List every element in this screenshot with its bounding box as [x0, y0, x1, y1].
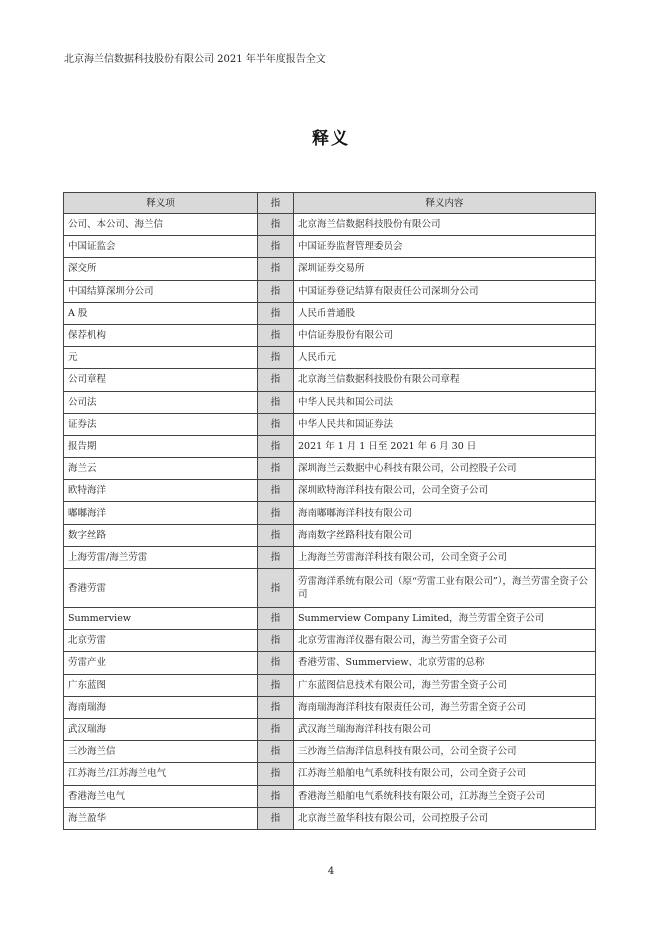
term-cell: 广东蓝图	[64, 674, 258, 696]
term-cell: 欧特海洋	[64, 480, 258, 502]
definitions-table	[63, 192, 596, 830]
meaning-cell: 三沙海兰信海洋信息科技有限公司，公司全资子公司	[294, 741, 596, 763]
term-cell: Summerview	[64, 608, 258, 630]
ref-cell: 指	[258, 741, 294, 763]
term-cell: 北京劳雷	[64, 630, 258, 652]
meaning-cell: 海南嘟嘟海洋科技有限公司	[294, 502, 596, 524]
term-cell: 江苏海兰/江苏海兰电气	[64, 763, 258, 785]
term-cell: 中国证监会	[64, 236, 258, 258]
ref-cell: 指	[258, 347, 294, 369]
term-cell: 深交所	[64, 258, 258, 280]
ref-cell: 指	[258, 696, 294, 718]
meaning-cell: 香港海兰船舶电气系统科技有限公司，江苏海兰全资子公司	[294, 785, 596, 807]
table-row	[64, 630, 596, 652]
ref-cell: 指	[258, 785, 294, 807]
meaning-cell: 北京劳雷海洋仪器有限公司，海兰劳雷全资子公司	[294, 630, 596, 652]
table-row	[64, 458, 596, 480]
table-row	[64, 608, 596, 630]
term-cell: 武汉瑞海	[64, 718, 258, 740]
meaning-cell: 香港劳雷、Summerview、北京劳雷的总称	[294, 652, 596, 674]
meaning-cell: 劳雷海洋系统有限公司（原“劳雷工业有限公司”），海兰劳雷全资子公司	[294, 569, 596, 608]
meaning-cell: 海南数字丝路科技有限公司	[294, 524, 596, 546]
table-row	[64, 652, 596, 674]
ref-cell: 指	[258, 302, 294, 324]
meaning-cell: 中华人民共和国证券法	[294, 413, 596, 435]
term-cell: 元	[64, 347, 258, 369]
meaning-cell: 深圳欧特海洋科技有限公司，公司全资子公司	[294, 480, 596, 502]
term-cell: 三沙海兰信	[64, 741, 258, 763]
ref-cell: 指	[258, 807, 294, 829]
table-row	[64, 785, 596, 807]
ref-cell: 指	[258, 324, 294, 346]
meaning-cell: 人民币元	[294, 347, 596, 369]
table-row	[64, 347, 596, 369]
table-row	[64, 718, 596, 740]
term-cell: A 股	[64, 302, 258, 324]
ref-cell: 指	[258, 458, 294, 480]
ref-cell: 指	[258, 435, 294, 457]
ref-cell: 指	[258, 763, 294, 785]
table-row	[64, 369, 596, 391]
table-row	[64, 302, 596, 324]
meaning-cell: 北京海兰信数据科技股份有限公司章程	[294, 369, 596, 391]
column-header-ref: 指	[258, 193, 294, 214]
ref-cell: 指	[258, 369, 294, 391]
term-cell: 报告期	[64, 435, 258, 457]
meaning-cell: 广东蓝图信息技术有限公司，海兰劳雷全资子公司	[294, 674, 596, 696]
term-cell: 海兰云	[64, 458, 258, 480]
meaning-cell: 中国证券登记结算有限责任公司深圳分公司	[294, 280, 596, 302]
term-cell: 香港海兰电气	[64, 785, 258, 807]
term-cell: 保荐机构	[64, 324, 258, 346]
meaning-cell: 北京海兰信数据科技股份有限公司	[294, 214, 596, 236]
meaning-cell: 中华人民共和国公司法	[294, 391, 596, 413]
meaning-cell: 江苏海兰船舶电气系统科技有限公司，公司全资子公司	[294, 763, 596, 785]
table-row	[64, 807, 596, 829]
term-cell: 海兰盈华	[64, 807, 258, 829]
meaning-cell: 海南瑞海海洋科技有限责任公司，海兰劳雷全资子公司	[294, 696, 596, 718]
table-row	[64, 763, 596, 785]
meaning-cell: 深圳证券交易所	[294, 258, 596, 280]
meaning-cell: 人民币普通股	[294, 302, 596, 324]
ref-cell: 指	[258, 214, 294, 236]
ref-cell: 指	[258, 236, 294, 258]
table-row	[64, 569, 596, 608]
table-row	[64, 696, 596, 718]
ref-cell: 指	[258, 608, 294, 630]
ref-cell: 指	[258, 524, 294, 546]
ref-cell: 指	[258, 546, 294, 568]
ref-cell: 指	[258, 630, 294, 652]
meaning-cell: 中信证券股份有限公司	[294, 324, 596, 346]
page-title: 释义	[312, 129, 350, 149]
ref-cell: 指	[258, 652, 294, 674]
term-cell: 公司、本公司、海兰信	[64, 214, 258, 236]
term-cell: 证券法	[64, 413, 258, 435]
term-cell: 公司章程	[64, 369, 258, 391]
ref-cell: 指	[258, 258, 294, 280]
table-row	[64, 674, 596, 696]
term-cell: 劳雷产业	[64, 652, 258, 674]
table-row	[64, 480, 596, 502]
meaning-cell: Summerview Company Limited，海兰劳雷全资子公司	[294, 608, 596, 630]
meaning-cell: 北京海兰盈华科技有限公司，公司控股子公司	[294, 807, 596, 829]
term-cell: 数字丝路	[64, 524, 258, 546]
term-cell: 公司法	[64, 391, 258, 413]
table-row	[64, 324, 596, 346]
ref-cell: 指	[258, 480, 294, 502]
meaning-cell: 中国证券监督管理委员会	[294, 236, 596, 258]
table-row	[64, 214, 596, 236]
ref-cell: 指	[258, 391, 294, 413]
meaning-cell: 武汉海兰瑞海海洋科技有限公司	[294, 718, 596, 740]
page-number: 4	[327, 866, 335, 877]
term-cell: 嘟嘟海洋	[64, 502, 258, 524]
term-cell: 香港劳雷	[64, 569, 258, 608]
term-cell: 中国结算深圳分公司	[64, 280, 258, 302]
table-row	[64, 413, 596, 435]
column-header-meaning: 释义内容	[294, 193, 596, 214]
table-row	[64, 502, 596, 524]
table-row	[64, 391, 596, 413]
ref-cell: 指	[258, 569, 294, 608]
meaning-cell: 深圳海兰云数据中心科技有限公司，公司控股子公司	[294, 458, 596, 480]
ref-cell: 指	[258, 502, 294, 524]
term-cell: 上海劳雷/海兰劳雷	[64, 546, 258, 568]
table-row	[64, 435, 596, 457]
ref-cell: 指	[258, 674, 294, 696]
table-row	[64, 258, 596, 280]
table-header-row	[64, 193, 596, 214]
table-row	[64, 741, 596, 763]
column-header-term: 释义项	[64, 193, 258, 214]
ref-cell: 指	[258, 718, 294, 740]
table-row	[64, 524, 596, 546]
ref-cell: 指	[258, 280, 294, 302]
term-cell: 海南瑞海	[64, 696, 258, 718]
table-row	[64, 236, 596, 258]
ref-cell: 指	[258, 413, 294, 435]
table-row	[64, 280, 596, 302]
meaning-cell: 上海海兰劳雷海洋科技有限公司，公司全资子公司	[294, 546, 596, 568]
document-header: 北京海兰信数据科技股份有限公司 2021 年半年度报告全文	[64, 54, 326, 65]
table-row	[64, 546, 596, 568]
meaning-cell: 2021 年 1 月 1 日至 2021 年 6 月 30 日	[294, 435, 596, 457]
